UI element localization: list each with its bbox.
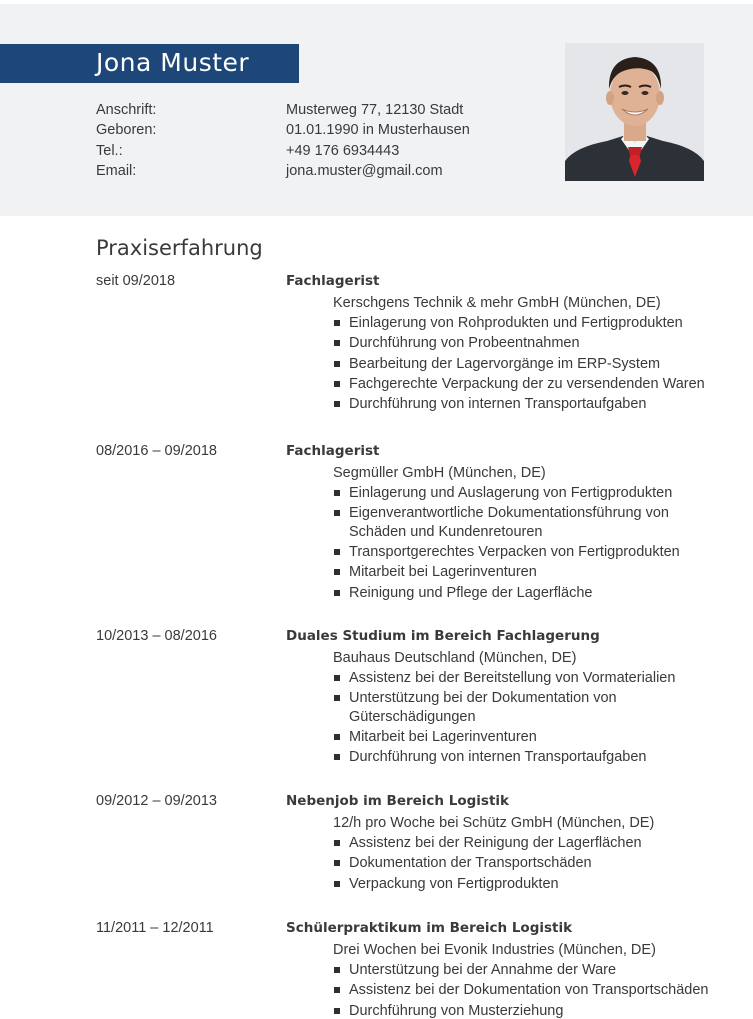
- bullet-item: Durchführung von Probeentnahmen: [333, 334, 713, 353]
- entry-company: Drei Wochen bei Evonik Industries (München, DE): [333, 942, 656, 958]
- contact-label: Email:: [96, 162, 137, 179]
- bullet-item: Assistenz bei der Dokumentation von Transportschäden: [333, 981, 713, 1000]
- bullet-item: Unterstützung bei der Annahme der Ware: [333, 961, 713, 980]
- contact-label: Anschrift:: [96, 102, 157, 118]
- candidate-name: Jona Muster: [96, 48, 250, 77]
- entry-title: Schülerpraktikum im Bereich Logistik: [286, 920, 573, 936]
- entry-date: seit 09/2018: [96, 273, 176, 289]
- bullet-item: Durchführung von internen Transportaufgaben: [333, 395, 713, 414]
- bullet-item: Reinigung und Pflege der Lagerfläche: [333, 584, 713, 603]
- profile-photo: [565, 43, 704, 181]
- entry-date: 09/2012 – 09/2013: [96, 793, 217, 809]
- bullet-item: Bearbeitung der Lagervorgänge im ERP-System: [333, 355, 713, 374]
- entry-bullets: [333, 484, 713, 604]
- profile-photo-illustration: [565, 43, 704, 181]
- entry-company: Bauhaus Deutschland (München, DE): [333, 650, 577, 666]
- contact-details: [0, 100, 560, 181]
- entry-date: 08/2016 – 09/2018: [96, 443, 217, 459]
- entry-title: Duales Studium im Bereich Fachlagerung: [286, 628, 600, 644]
- bullet-item: Mitarbeit bei Lagerinventuren: [333, 728, 713, 747]
- entry-bullets: [333, 314, 713, 415]
- bullet-item: Dokumentation der Transportschäden: [333, 854, 713, 873]
- entry-title: Fachlagerist: [286, 443, 380, 459]
- contact-value: +49 176 6934443: [286, 142, 400, 159]
- bullet-item: Unterstützung bei der Dokumentation von Güterschädigungen: [333, 689, 713, 726]
- bullet-item: Transportgerechtes Verpacken von Fertigprodukten: [333, 543, 713, 562]
- contact-row-birth: [0, 120, 560, 140]
- bullet-item: Mitarbeit bei Lagerinventuren: [333, 563, 713, 582]
- entry-company: 12/h pro Woche bei Schütz GmbH (München, DE): [333, 815, 655, 831]
- entry-title: Nebenjob im Bereich Logistik: [286, 793, 510, 809]
- bullet-item: Assistenz bei der Reinigung der Lagerflächen: [333, 834, 713, 853]
- entry-bullets: [333, 669, 713, 769]
- entry-title: Fachlagerist: [286, 273, 380, 289]
- bullet-item: Verpackung von Fertigprodukten: [333, 875, 713, 894]
- entry-date: 11/2011 – 12/2011: [96, 920, 214, 936]
- bullet-item: Einlagerung von Rohprodukten und Fertigprodukten: [333, 314, 713, 333]
- contact-row-email: [0, 161, 560, 181]
- bullet-item: Einlagerung und Auslagerung von Fertigprodukten: [333, 484, 713, 503]
- contact-value: jona.muster@gmail.com: [286, 162, 443, 179]
- bullet-item: Assistenz bei der Bereitstellung von Vormaterialien: [333, 669, 713, 688]
- entry-bullets: [333, 961, 713, 1019]
- entry-bullets: [333, 834, 713, 895]
- bullet-item: Durchführung von internen Transportaufgaben: [333, 748, 713, 767]
- entry-company: Segmüller GmbH (München, DE): [333, 465, 546, 481]
- contact-label: Geboren:: [96, 122, 157, 139]
- entry-date: 10/2013 – 08/2016: [96, 628, 217, 644]
- entry-company: Kerschgens Technik & mehr GmbH (München, DE): [333, 295, 661, 311]
- contact-value: Musterweg 77, 12130 Stadt: [286, 102, 464, 118]
- bullet-item: Durchführung von Musterziehung: [333, 1002, 713, 1019]
- contact-row-address: [0, 100, 560, 120]
- bullet-item: Fachgerechte Verpackung der zu versendenden Waren: [333, 375, 713, 394]
- section-title: Praxiserfahrung: [96, 236, 263, 260]
- contact-row-phone: [0, 141, 560, 161]
- contact-label: Tel.:: [96, 142, 123, 159]
- bullet-item: Eigenverantwortliche Dokumentationsführung von Schäden und Kundenretouren: [333, 504, 713, 541]
- contact-value: 01.01.1990 in Musterhausen: [286, 122, 470, 139]
